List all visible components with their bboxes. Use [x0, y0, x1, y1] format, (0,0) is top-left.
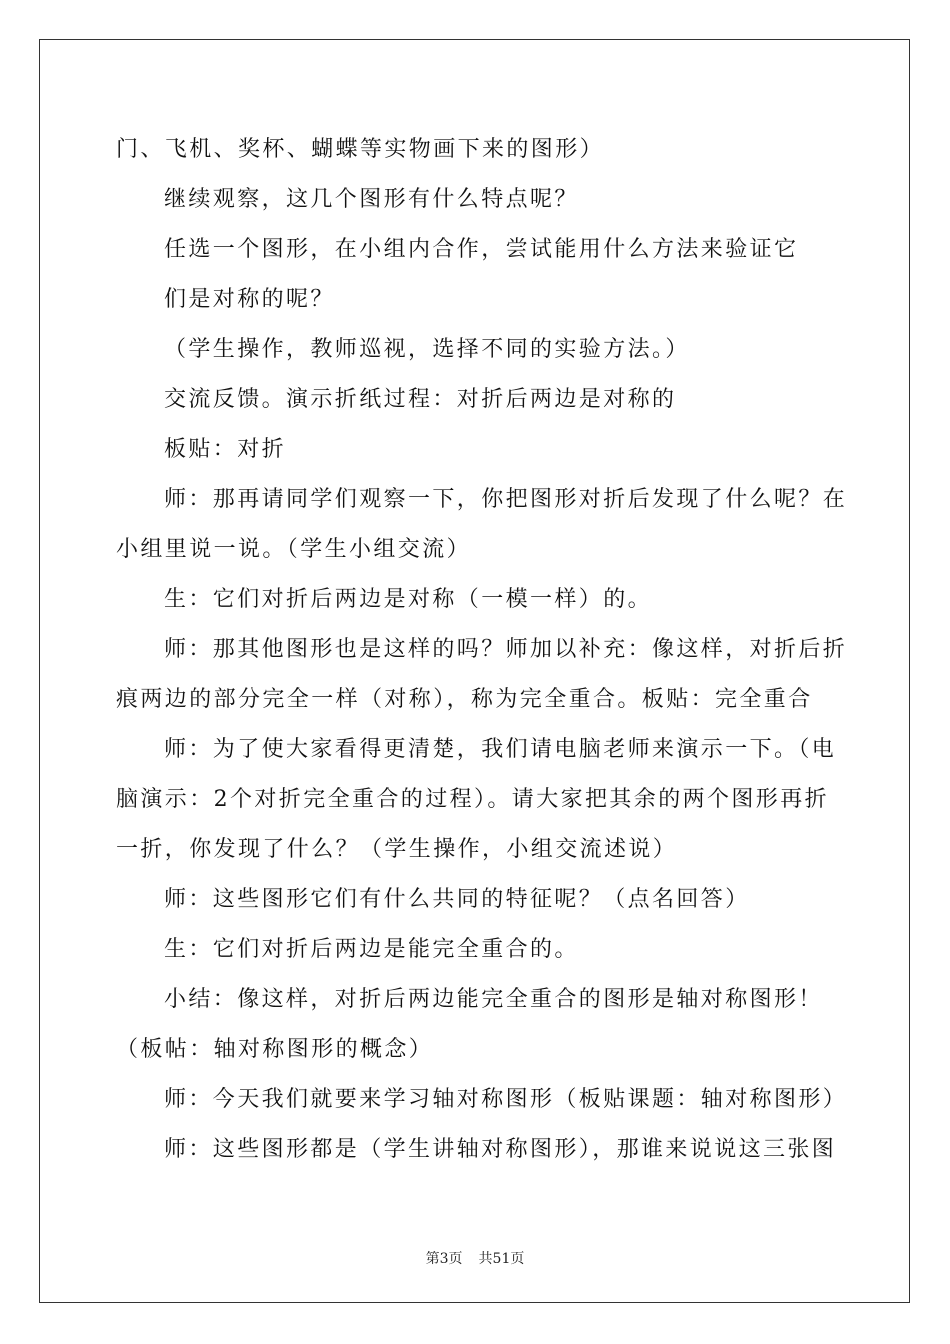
- text-line: 生：它们对折后两边是能完全重合的。: [164, 937, 579, 962]
- text-line: （学生操作，教师巡视，选择不同的实验方法。）: [164, 337, 690, 362]
- text-line: 门、飞机、奖杯、蝴蝶等实物画下来的图形）: [116, 137, 605, 162]
- page-footer: [0, 1248, 950, 1268]
- text-line: 一折，你发现了什么？（学生操作，小组交流述说）: [116, 837, 678, 862]
- text-line: （板帖：轴对称图形的概念）: [116, 1037, 434, 1062]
- text-line: 生：它们对折后两边是对称（一模一样）的。: [164, 587, 653, 612]
- text-line: 痕两边的部分完全一样（对称），称为完全重合。板贴：完全重合: [116, 687, 813, 712]
- text-line: 小结：像这样，对折后两边能完全重合的图形是轴对称图形！: [164, 987, 823, 1012]
- text-line: 师：这些图形它们有什么共同的特征呢？（点名回答）: [164, 887, 750, 912]
- text-line: 师：那再请同学们观察一下，你把图形对折后发现了什么呢？在: [164, 487, 848, 512]
- text-line: 小组里说一说。（学生小组交流）: [116, 537, 472, 562]
- text-line: 板贴：对折: [164, 437, 287, 462]
- text-line: 脑演示：2个对折完全重合的过程）。请大家把其余的两个图形再折: [116, 787, 829, 812]
- total-pages: 共51页: [478, 1251, 525, 1267]
- text-line: 师：那其他图形也是这样的吗？师加以补充：像这样，对折后折: [164, 637, 848, 662]
- text-line: 师：这些图形都是（学生讲轴对称图形），那谁来说说这三张图: [164, 1137, 837, 1162]
- text-line: 任选一个图形，在小组内合作，尝试能用什么方法来验证它: [164, 237, 799, 262]
- text-line: 师：为了使大家看得更清楚，我们请电脑老师来演示一下。（电: [164, 737, 837, 762]
- page-number: 第3页: [425, 1251, 463, 1267]
- text-line: 交流反馈。演示折纸过程：对折后两边是对称的: [164, 387, 677, 412]
- text-line: 们是对称的呢？: [164, 287, 335, 312]
- text-line: 师：今天我们就要来学习轴对称图形（板贴课题：轴对称图形）: [164, 1087, 848, 1112]
- text-line: 继续观察，这几个图形有什么特点呢？: [164, 187, 579, 212]
- document-body: [116, 125, 848, 1175]
